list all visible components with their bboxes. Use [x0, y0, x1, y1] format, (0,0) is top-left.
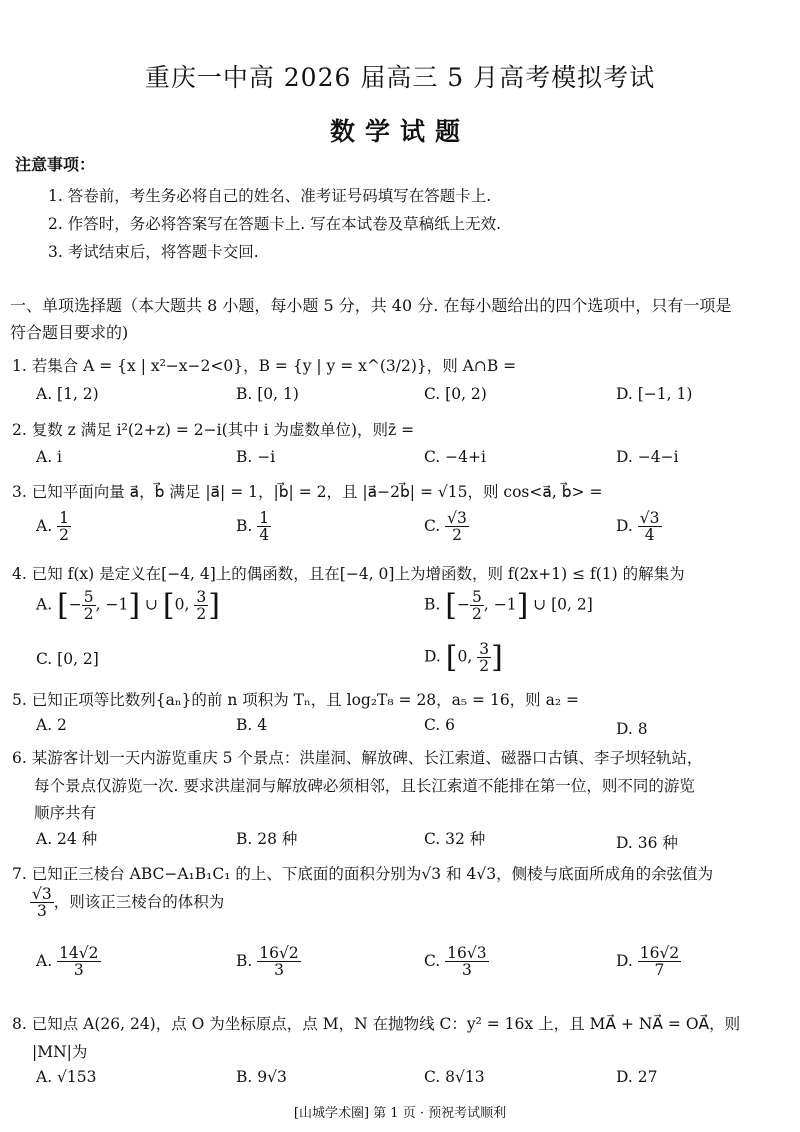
q7-option-a: A. $\frac{14√2}{3}$	[36, 944, 99, 980]
q8-option-d: D. 27	[616, 1068, 658, 1086]
question-6-line-2: 每个景点仅游览一次. 要求洪崖洞与解放碑必须相邻，且长江索道不能排在第一位，则不同的游览	[34, 777, 695, 795]
q6-option-a: A. 24 种	[36, 830, 98, 848]
question-6-line-1: 6. 某游客计划一天内游览重庆 5 个景点：洪崖洞、解放碑、长江索道、磁器口古镇、李子坝轻轨站，	[12, 749, 703, 767]
question-7-line-1: 7. 已知正三棱台 ABC−A₁B₁C₁ 的上、下底面的面积分别为√3 和 4√3，侧棱与底面所成角的余弦值为	[12, 865, 714, 883]
q5-option-b: B. 4	[236, 716, 268, 734]
q5-option-c: C. 6	[424, 716, 456, 734]
notice-item: 3. 考试结束后，将答题卡交回.	[48, 243, 259, 261]
section-heading: 一、单项选择题（本大题共 8 小题，每小题 5 分，共 40 分. 在每小题给出的四个选项中，只有一项是	[10, 296, 732, 315]
notice-item: 2. 作答时，务必将答案写在答题卡上. 写在本试卷及草稿纸上无效.	[48, 215, 501, 233]
q5-option-d: D. 8	[616, 720, 648, 738]
q2-option-b: B. −i	[236, 448, 276, 466]
q6-option-b: B. 28 种	[236, 830, 298, 848]
question-6-line-3: 顺序共有	[34, 804, 97, 822]
q1-option-a: A. [1, 2)	[36, 385, 99, 403]
q2-option-a: A. i	[36, 448, 63, 466]
q5-option-a: A. 2	[36, 716, 67, 734]
q6-option-d: D. 36 种	[616, 834, 678, 852]
exam-subtitle: 数学试题	[329, 117, 470, 146]
question-8-line-1: 8. 已知点 A(26, 24)，点 O 为坐标原点，点 M，N 在抛物线 C：y² = 16x 上，且 MA⃗ + NA⃗ = OA⃗，则	[12, 1015, 741, 1033]
q7-option-c: C. $\frac{16√3}{3}$	[424, 944, 487, 980]
q1-option-c: C. [0, 2)	[424, 385, 487, 403]
q3-option-b: B. $\frac{1}{4}$	[236, 509, 270, 545]
q8-option-c: C. 8√13	[424, 1068, 485, 1086]
q7-option-b: B. $\frac{16√2}{3}$	[236, 944, 299, 980]
question-4-stem: 4. 已知 f(x) 是定义在[−4, 4]上的偶函数，且在[−4, 0]上为增函数，则 f(2x+1) ≤ f(1) 的解集为	[12, 565, 685, 583]
q6-option-c: C. 32 种	[424, 830, 486, 848]
question-1-stem: 1. 若集合 A = {x | x²−x−2<0}，B = {y | y = x^(3/2)}，则 A∩B =	[12, 357, 517, 375]
section-heading-cont: 符合题目要求的)	[10, 323, 129, 342]
q7-option-d: D. $\frac{16√2}{7}$	[616, 944, 680, 980]
q3-option-d: D. $\frac{√3}{4}$	[616, 509, 660, 545]
notice-heading: 注意事项：	[15, 155, 96, 174]
q3-option-c: C. $\frac{√3}{2}$	[424, 509, 467, 545]
page-footer: [山城学术圈] 第 1 页 · 预祝考试顺利	[293, 1106, 507, 1121]
q4-option-a: A. [− $\frac{5}{2}$ , −1] ∪ [0, $\frac{3}{2}$ ]	[36, 587, 220, 623]
q1-option-b: B. [0, 1)	[236, 385, 299, 403]
q3-option-a: A. $\frac{1}{2}$	[36, 509, 69, 545]
q1-option-d: D. [−1, 1)	[616, 385, 693, 403]
question-2-stem: 2. 复数 z 满足 i²(2+z) = 2−i(其中 i 为虚数单位)，则z̄ =	[12, 421, 415, 439]
q4-option-b: B. [− $\frac{5}{2}$ , −1] ∪ [0, 2]	[424, 587, 593, 623]
q2-option-c: C. −4+i	[424, 448, 486, 466]
notice-item: 1. 答卷前，考生务必将自己的姓名、准考证号码填写在答题卡上.	[48, 187, 492, 205]
question-5-stem: 5. 已知正项等比数列{aₙ}的前 n 项积为 Tₙ，且 log₂T₈ = 28，a₅ = 16，则 a₂ =	[12, 691, 579, 709]
q4-option-c: C. [0, 2]	[36, 650, 99, 668]
q8-option-b: B. 9√3	[236, 1068, 287, 1086]
exam-title: 重庆一中高 2026 届高三 5 月高考模拟考试	[144, 63, 656, 92]
q8-option-a: A. √153	[36, 1068, 97, 1086]
question-3-stem: 3. 已知平面向量 a⃗，b⃗ 满足 |a⃗| = 1，|b⃗| = 2，且 |a⃗−2b⃗| = √15，则 cos<a⃗, b⃗> =	[12, 483, 603, 501]
question-8-line-2: |MN|为	[32, 1043, 88, 1061]
q4-option-d: D. [0, $\frac{3}{2}$ ]	[424, 639, 503, 675]
q2-option-d: D. −4−i	[616, 448, 679, 466]
question-7-line-2: $\frac{√3}{3}$ ，则该正三棱台的体积为	[32, 885, 225, 921]
